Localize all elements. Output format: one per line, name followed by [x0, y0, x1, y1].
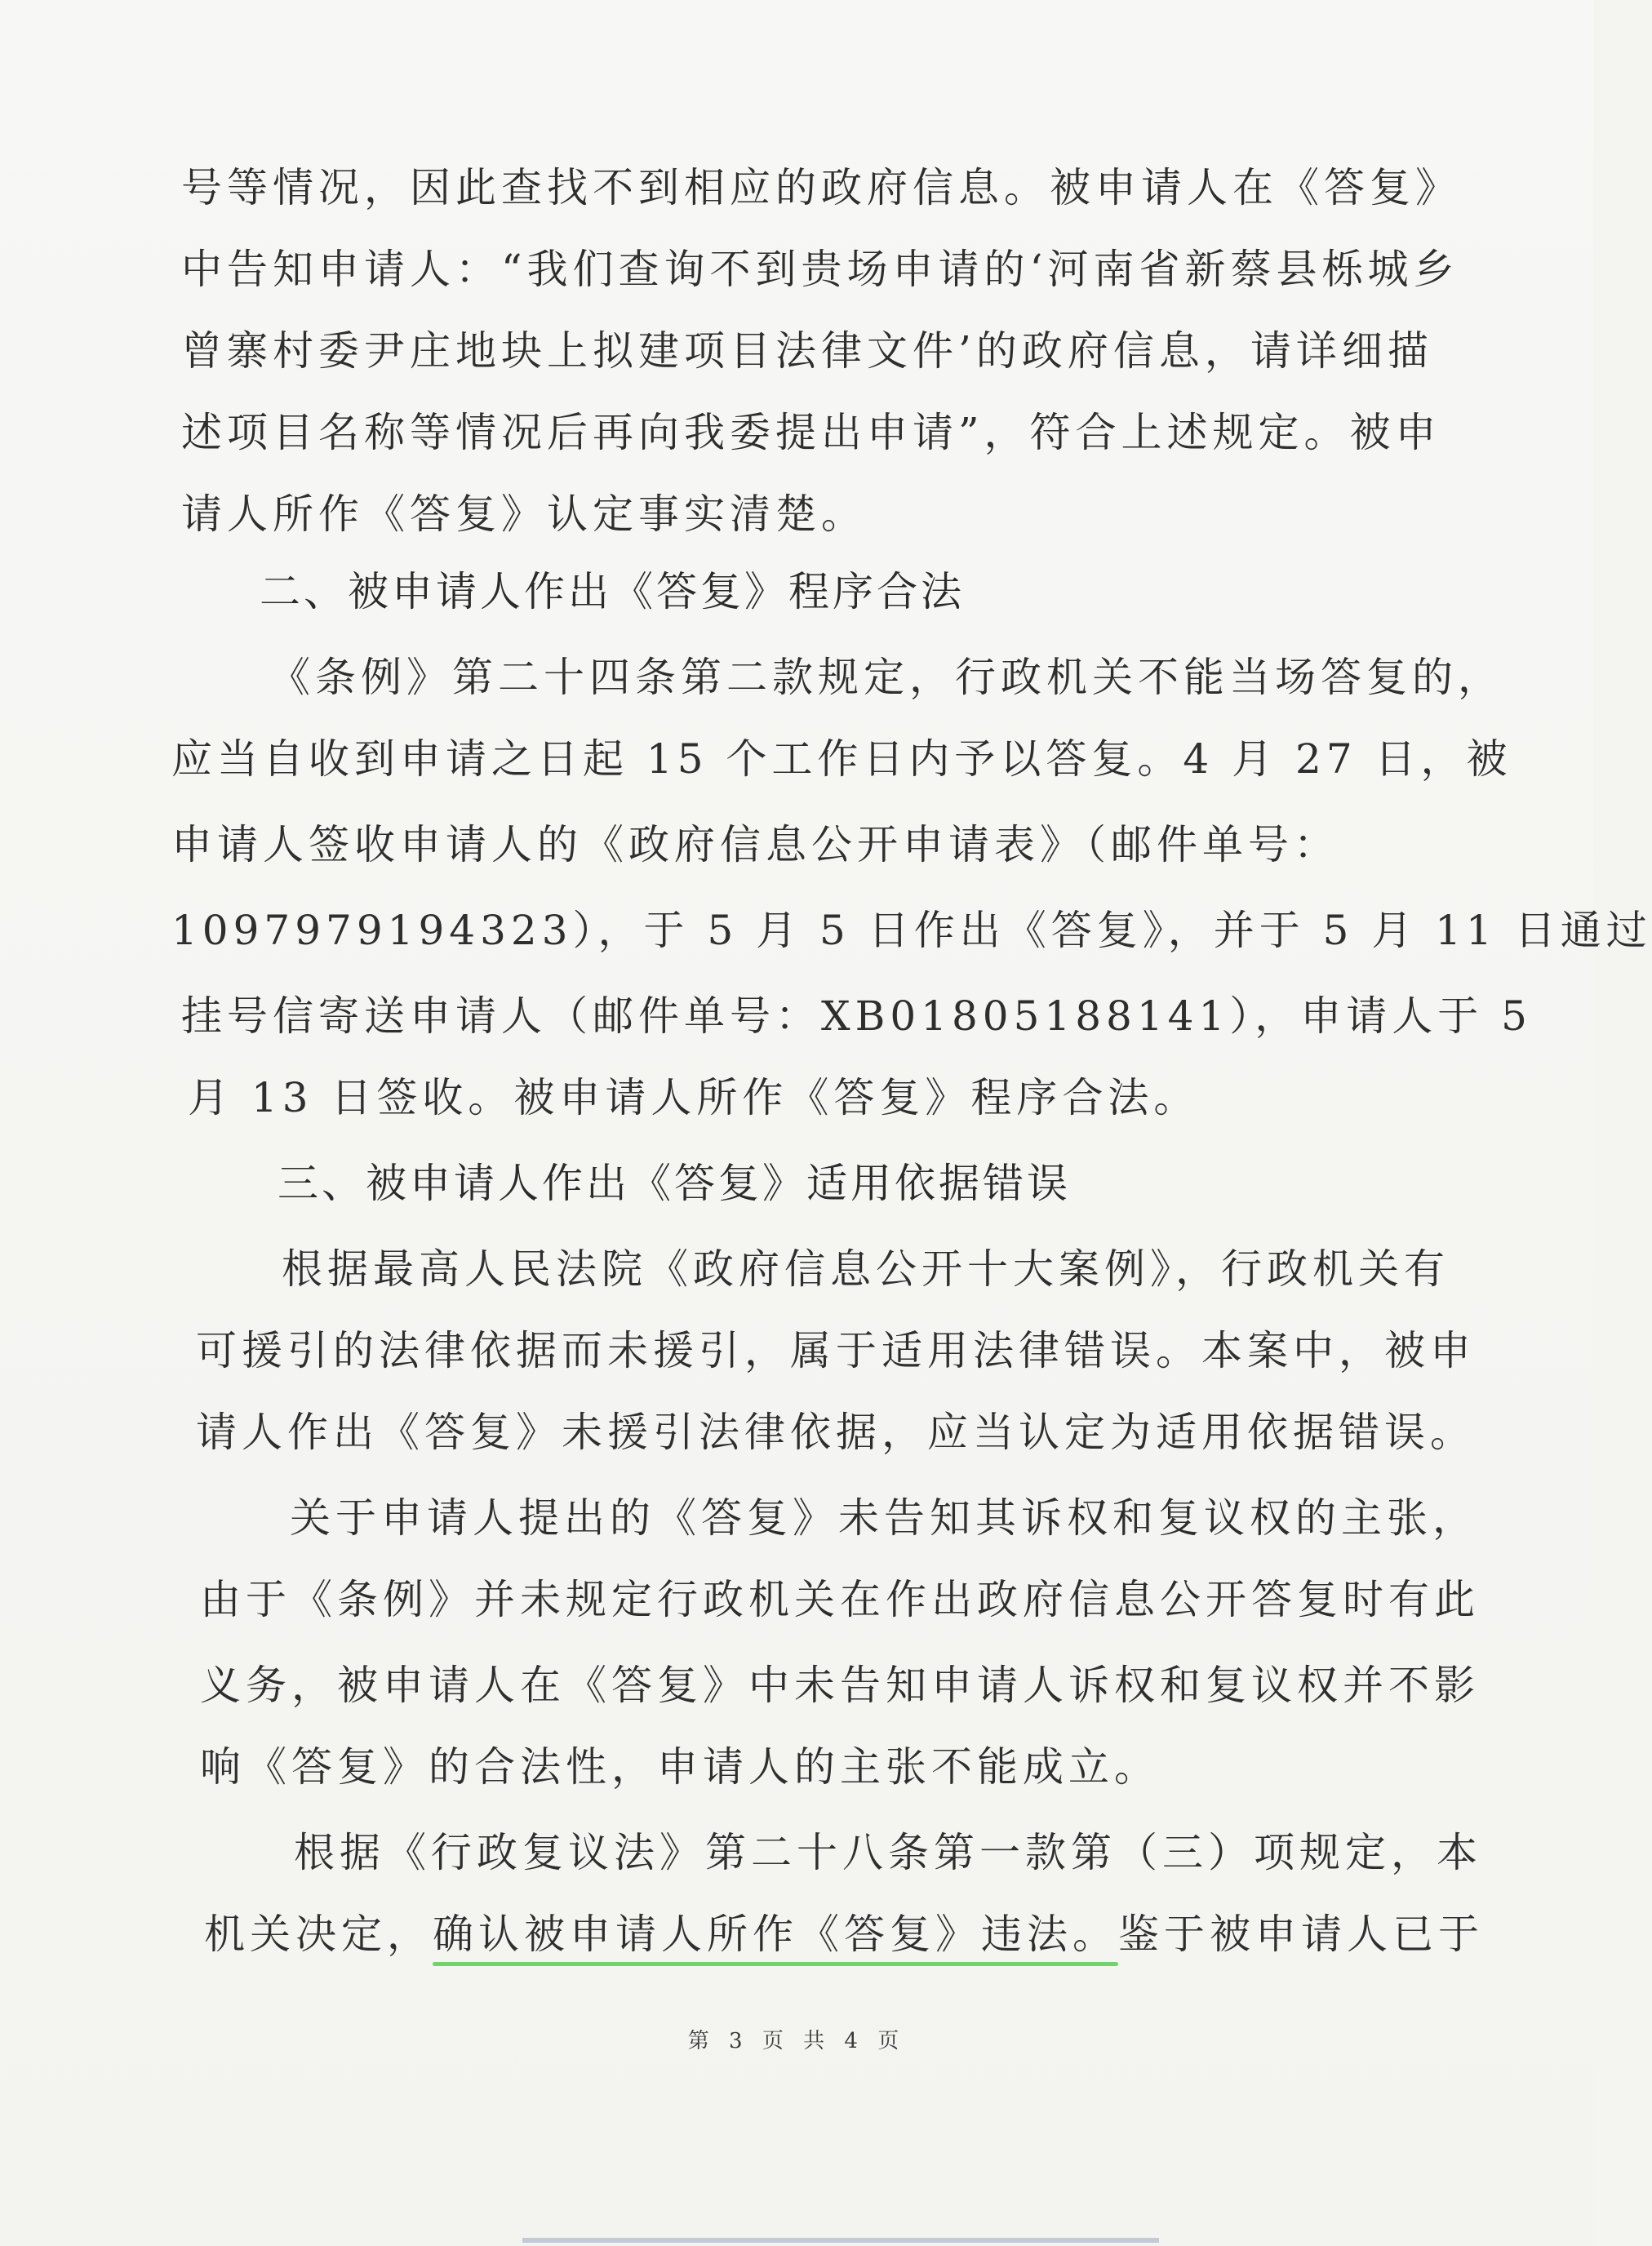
- section-heading-2: 二、被申请人作出《答复》程序合法: [260, 568, 965, 615]
- body-line-22: [204, 1898, 1484, 1971]
- body-line-1: 号等情况，因此查找不到相应的政府信息。被申请人在《答复》: [181, 164, 1461, 211]
- final-line-suffix: 鉴于被申请人已于: [1118, 1911, 1484, 1958]
- page-number-footer: 第 3 页 共 4 页: [687, 2029, 906, 2053]
- body-line-15: 可援引的法律依据而未援引，属于适用法律错误。本案中，被申: [196, 1327, 1476, 1374]
- body-line-9: 申请人签收申请人的《政府信息公开申请表》（邮件单号：: [171, 821, 1339, 868]
- body-line-11: 挂号信寄送申请人（邮件单号：XB01805188141），申请人于 5: [181, 992, 1532, 1040]
- scan-edge-mark: [522, 2238, 1159, 2243]
- body-line-10: 1097979194323），于 5 月 5 日作出《答复》，并于 5 月 11 日通过: [171, 907, 1652, 954]
- body-line-12: 月 13 日签收。被申请人所作《答复》程序合法。: [188, 1074, 1200, 1121]
- body-line-20: 响《答复》的合法性，申请人的主张不能成立。: [200, 1743, 1160, 1791]
- section-heading-3: 三、被申请人作出《答复》适用依据错误: [278, 1160, 1071, 1207]
- body-line-8: 应当自收到申请之日起 15 个工作日内予以答复。4 月 27 日，被: [171, 735, 1512, 783]
- body-line-4: 述项目名称等情况后再向我委提出申请”，符合上述规定。被申: [181, 409, 1441, 456]
- final-line-prefix: 机关决定，: [204, 1911, 433, 1958]
- body-line-16: 请人作出《答复》未援引法律依据，应当认定为适用依据错误。: [196, 1409, 1476, 1456]
- body-line-17: 关于申请人提出的《答复》未告知其诉权和复议权的主张，: [290, 1494, 1478, 1542]
- body-line-14: 根据最高人民法院《政府信息公开十大案例》，行政机关有: [282, 1245, 1450, 1293]
- highlighted-verdict: 确认被申请人所作《答复》违法。: [433, 1898, 1118, 1971]
- body-line-19: 义务，被申请人在《答复》中未告知申请人诉权和复议权并不影: [200, 1662, 1480, 1709]
- body-line-5: 请人所作《答复》认定事实清楚。: [181, 490, 867, 538]
- body-line-18: 由于《条例》并未规定行政机关在作出政府信息公开答复时有此: [200, 1576, 1480, 1623]
- body-line-21: 根据《行政复议法》第二十八条第一款第（三）项规定，本: [294, 1829, 1482, 1876]
- body-line-3: 曾寨村委尹庄地块上拟建项目法律文件’的政府信息，请详细描: [181, 327, 1433, 375]
- body-line-7: 《条例》第二十四条第二款规定，行政机关不能当场答复的，: [269, 654, 1503, 701]
- body-line-2: 中告知申请人：“我们查询不到贵场申请的‘河南省新蔡县栎城乡: [181, 246, 1459, 293]
